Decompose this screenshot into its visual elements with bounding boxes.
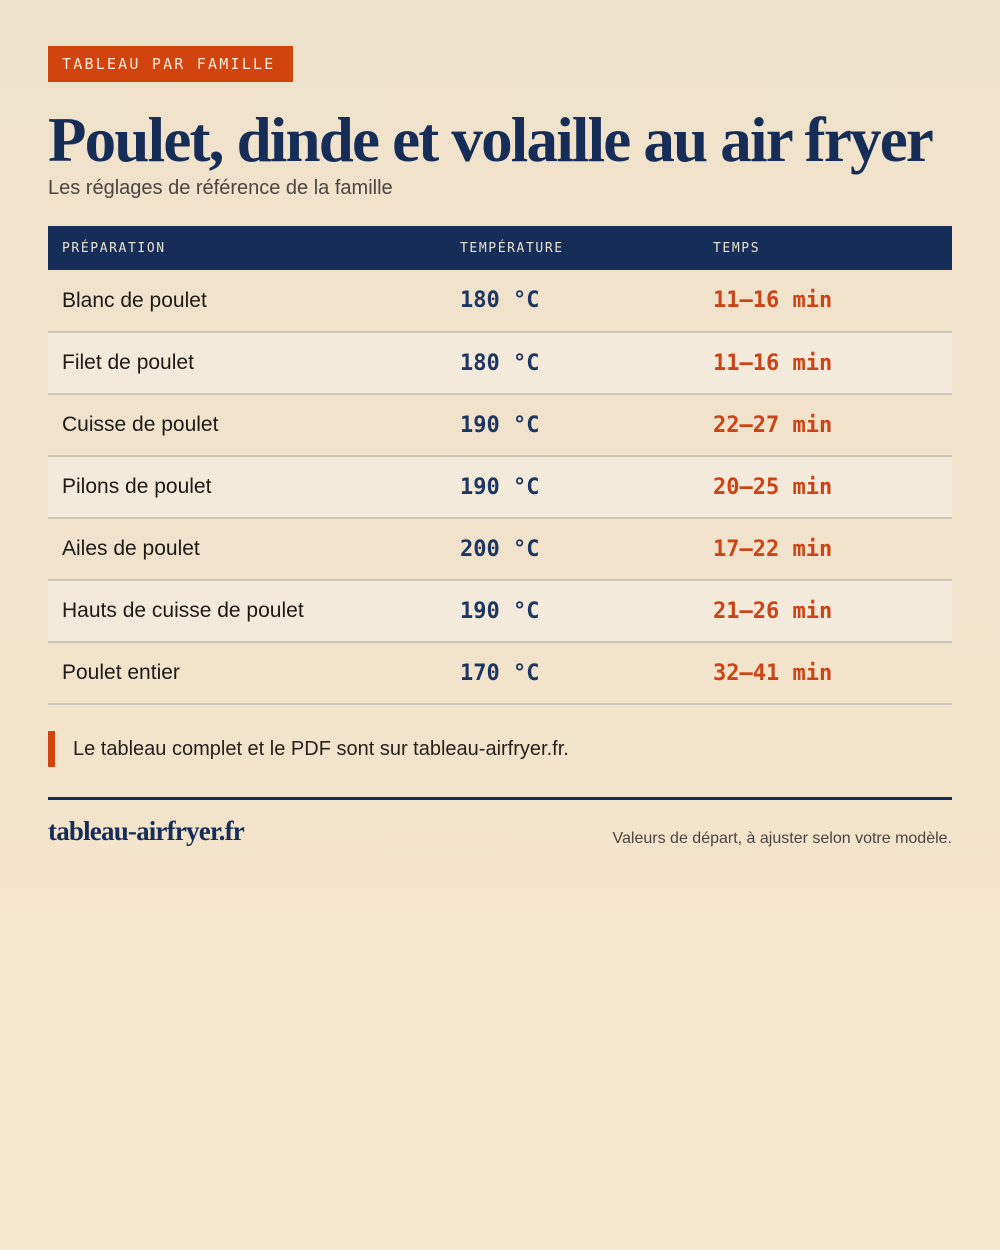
- temperature-cell: 170 °C: [460, 660, 540, 686]
- preparation-cell: Poulet entier: [62, 661, 180, 684]
- temperature-cell: 190 °C: [460, 598, 540, 624]
- preparation-cell: Pilons de poulet: [62, 475, 212, 498]
- preparation-cell: Blanc de poulet: [62, 288, 207, 312]
- time-cell: 32–41 min: [713, 660, 833, 686]
- preparation-cell: Hauts de cuisse de poulet: [62, 599, 304, 622]
- card-content: [48, 46, 952, 860]
- table-row: [48, 332, 952, 394]
- disclaimer-text: Valeurs de départ, à ajuster selon votre modèle.: [612, 830, 952, 847]
- column-header-time: TEMPS: [713, 240, 761, 256]
- temperature-cell: 180 °C: [460, 350, 540, 376]
- table-row: [48, 270, 952, 332]
- table-row: [48, 580, 952, 642]
- site-name: tableau-airfryer.fr: [48, 816, 244, 846]
- preparation-cell: Cuisse de poulet: [62, 413, 219, 436]
- column-header-temperature: TEMPÉRATURE: [460, 240, 564, 256]
- category-tag: TABLEAU PAR FAMILLE: [48, 46, 293, 82]
- page-title: Poulet, dinde et volaille au air fryer: [48, 105, 933, 175]
- table-row: [48, 518, 952, 580]
- temperature-cell: 200 °C: [460, 536, 540, 562]
- settings-table: [48, 226, 952, 705]
- temperature-cell: 180 °C: [460, 288, 540, 313]
- footer: [48, 800, 952, 860]
- table-row: [48, 394, 952, 456]
- table-row: [48, 642, 952, 704]
- time-cell: 17–22 min: [713, 536, 833, 562]
- column-header-preparation: PRÉPARATION: [62, 240, 166, 256]
- time-cell: 20–25 min: [713, 474, 833, 500]
- temperature-cell: 190 °C: [460, 412, 540, 438]
- preparation-cell: Filet de poulet: [62, 351, 194, 374]
- time-cell: 22–27 min: [713, 412, 833, 438]
- time-cell: 11–16 min: [713, 288, 833, 313]
- table-row: [48, 456, 952, 518]
- info-note: Le tableau complet et le PDF sont sur tableau-airfryer.fr.: [48, 731, 952, 767]
- table-header-row: [48, 226, 952, 270]
- temperature-cell: 190 °C: [460, 474, 540, 500]
- page-subtitle: Les réglages de référence de la famille: [48, 177, 393, 199]
- preparation-cell: Ailes de poulet: [62, 537, 200, 560]
- time-cell: 21–26 min: [713, 598, 833, 624]
- time-cell: 11–16 min: [713, 350, 833, 376]
